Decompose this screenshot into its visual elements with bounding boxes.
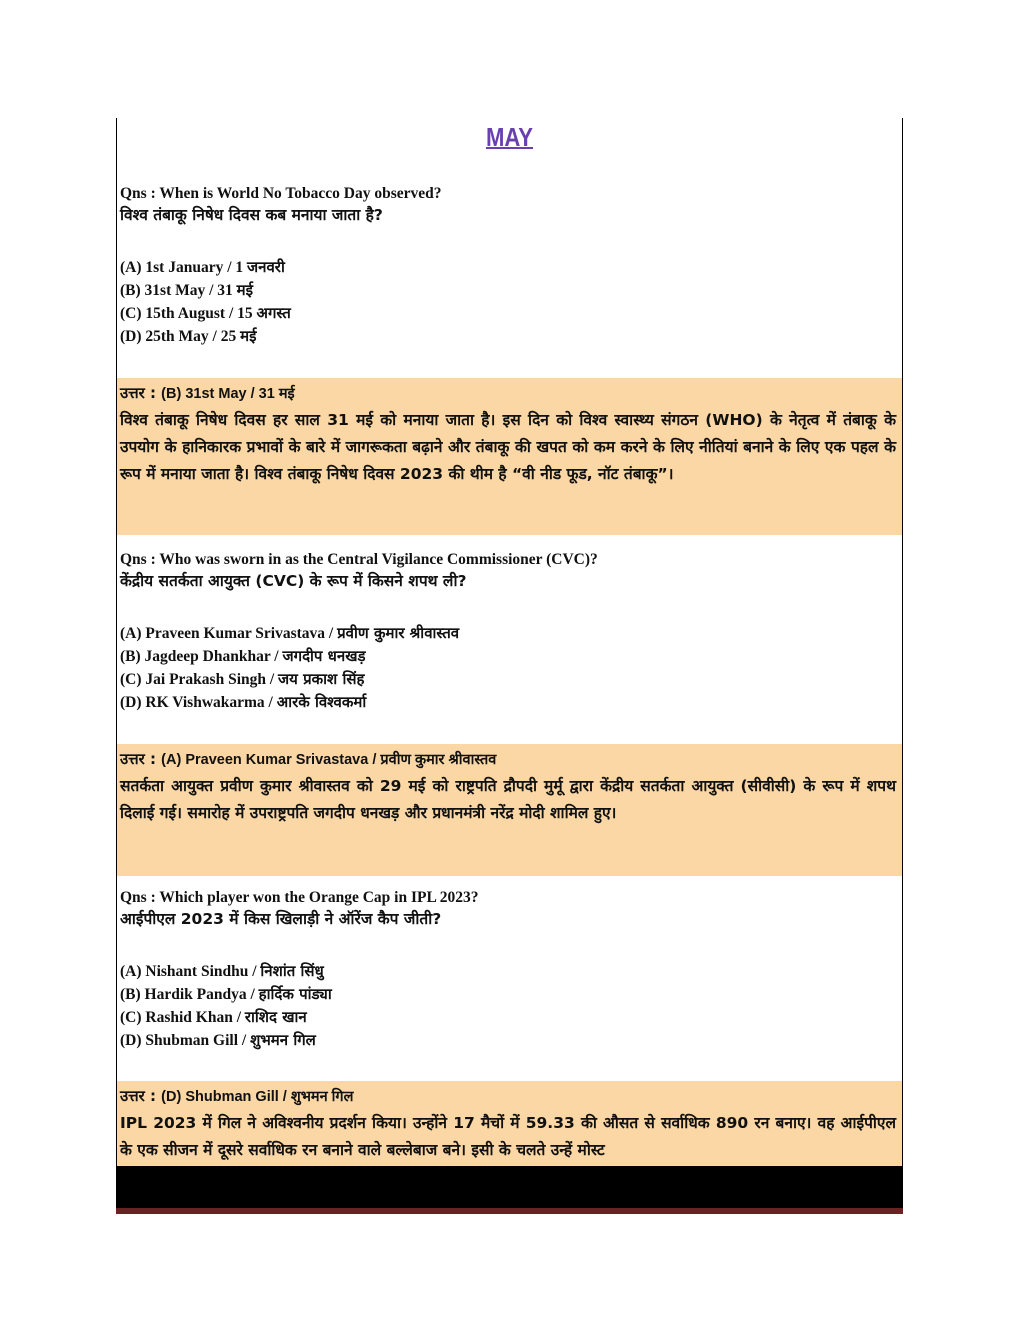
option-hi: अगस्त	[256, 304, 291, 322]
answer-label: उत्तर :	[120, 1087, 162, 1105]
option-en: (A) Praveen Kumar Srivastava /	[120, 625, 338, 642]
options-list	[120, 960, 898, 1052]
option-hi: जनवरी	[247, 258, 285, 276]
question-hindi: विश्व तंबाकू निषेध दिवस कब मनाया जाता है?	[120, 206, 383, 224]
answer-heading	[120, 1085, 896, 1108]
option-en: (D) 25th May / 25	[120, 328, 241, 345]
option-en: (B) Hardik Pandya /	[120, 986, 259, 1003]
option-hi: मई	[240, 327, 257, 345]
option-b	[120, 983, 898, 1006]
option-c	[120, 668, 898, 691]
question-hindi: केंद्रीय सतर्कता आयुक्त (CVC) के रूप में किसने शपथ ली?	[120, 572, 467, 590]
option-hi: जगदीप धनखड़	[282, 647, 366, 665]
option-d	[120, 691, 898, 714]
option-en: (B) 31st May / 31	[120, 282, 237, 299]
answer-heading	[120, 748, 896, 771]
option-d	[120, 1029, 898, 1052]
option-c	[120, 1006, 898, 1029]
option-en: (C) Rashid Khan /	[120, 1009, 245, 1026]
question-block	[120, 184, 898, 348]
answer-value: (D) Shubman Gill / शुभमन गिल	[161, 1089, 354, 1105]
option-a	[120, 256, 898, 279]
option-en: (C) Jai Prakash Singh /	[120, 671, 279, 688]
option-hi: प्रवीण कुमार श्रीवास्तव	[337, 624, 460, 642]
option-en: (D) Shubman Gill /	[120, 1032, 251, 1049]
question-english: Qns : Which player won the Orange Cap in IPL 2023?	[120, 889, 479, 906]
answer-block	[117, 744, 902, 876]
question-block	[120, 888, 898, 1052]
answer-heading	[120, 382, 896, 405]
question-english: Qns : Who was sworn in as the Central Vigilance Commissioner (CVC)?	[120, 551, 598, 568]
page-title: MAY	[485, 122, 534, 152]
footer-band	[117, 1166, 902, 1208]
option-en: (C) 15th August / 15	[120, 305, 257, 322]
option-b	[120, 645, 898, 668]
answer-block	[117, 1081, 902, 1166]
option-en: (A) Nishant Sindhu /	[120, 963, 261, 980]
answer-explanation: विश्व तंबाकू निषेध दिवस हर साल 31 मई को मनाया जाता है। इस दिन को विश्व स्वास्थ्य संगठन (WHO) के नेतृत्व में तंबाकू के उपयोग के हानिकारक प्रभावों के बारे में जागरूकता बढ़ाने और तंबाकू की खपत को कम करने के लिए नीतियां बनाने के लिए एक पहल के रूप में मनाया जाता है। विश्व तंबाकू निषेध दिवस 2023 की थीम है “वी नीड फूड, नॉट तंबाकू”।	[120, 411, 896, 483]
question-english: Qns : When is World No Tobacco Day observed?	[120, 185, 442, 202]
answer-block	[117, 378, 902, 535]
answer-label: उत्तर :	[120, 384, 162, 402]
option-hi: जय प्रकाश सिंह	[278, 670, 365, 688]
answer-label: उत्तर :	[120, 750, 162, 768]
option-hi: राशिद खान	[244, 1008, 307, 1026]
options-list	[120, 256, 898, 348]
option-a	[120, 960, 898, 983]
option-en: (A) 1st January / 1	[120, 259, 248, 276]
options-list	[120, 622, 898, 714]
footer-strip	[116, 1208, 903, 1214]
option-d	[120, 325, 898, 348]
answer-explanation: सतर्कता आयुक्त प्रवीण कुमार श्रीवास्तव को 29 मई को राष्ट्रपति द्रौपदी मुर्मू द्वारा केंद्रीय सतर्कता आयुक्त (सीवीसी) के रूप में शपथ दिलाई गई। समारोह में उपराष्ट्रपति जगदीप धनखड़ और प्रधानमंत्री नरेंद्र मोदी शामिल हुए।	[120, 777, 896, 822]
option-hi: आरके विश्वकर्मा	[276, 693, 367, 711]
answer-explanation: IPL 2023 में गिल ने अविश्वनीय प्रदर्शन किया। उन्होंने 17 मैचों में 59.33 की औसत से सर्वाधिक 890 रन बनाए। वह आईपीएल के एक सीजन में दूसरे सर्वाधिक रन बनाने वाले बल्लेबाज बने। इसी के चलते उन्हें मोस्ट	[120, 1114, 896, 1159]
option-c	[120, 302, 898, 325]
option-en: (D) RK Vishwakarma /	[120, 694, 277, 711]
option-hi: हार्दिक पांड्या	[258, 985, 332, 1003]
option-hi: शुभमन गिल	[250, 1031, 316, 1049]
option-en: (B) Jagdeep Dhankhar /	[120, 648, 283, 665]
option-hi: निशांत सिंधु	[260, 962, 324, 980]
option-a	[120, 622, 898, 645]
answer-value: (B) 31st May / 31 मई	[161, 386, 295, 402]
option-hi: मई	[236, 281, 254, 299]
document-page	[116, 118, 903, 1208]
question-block	[120, 550, 898, 714]
answer-value: (A) Praveen Kumar Srivastava / प्रवीण कुमार श्रीवास्तव	[161, 752, 497, 768]
option-b	[120, 279, 898, 302]
question-hindi: आईपीएल 2023 में किस खिलाड़ी ने ऑरेंज कैप जीती?	[120, 910, 442, 928]
